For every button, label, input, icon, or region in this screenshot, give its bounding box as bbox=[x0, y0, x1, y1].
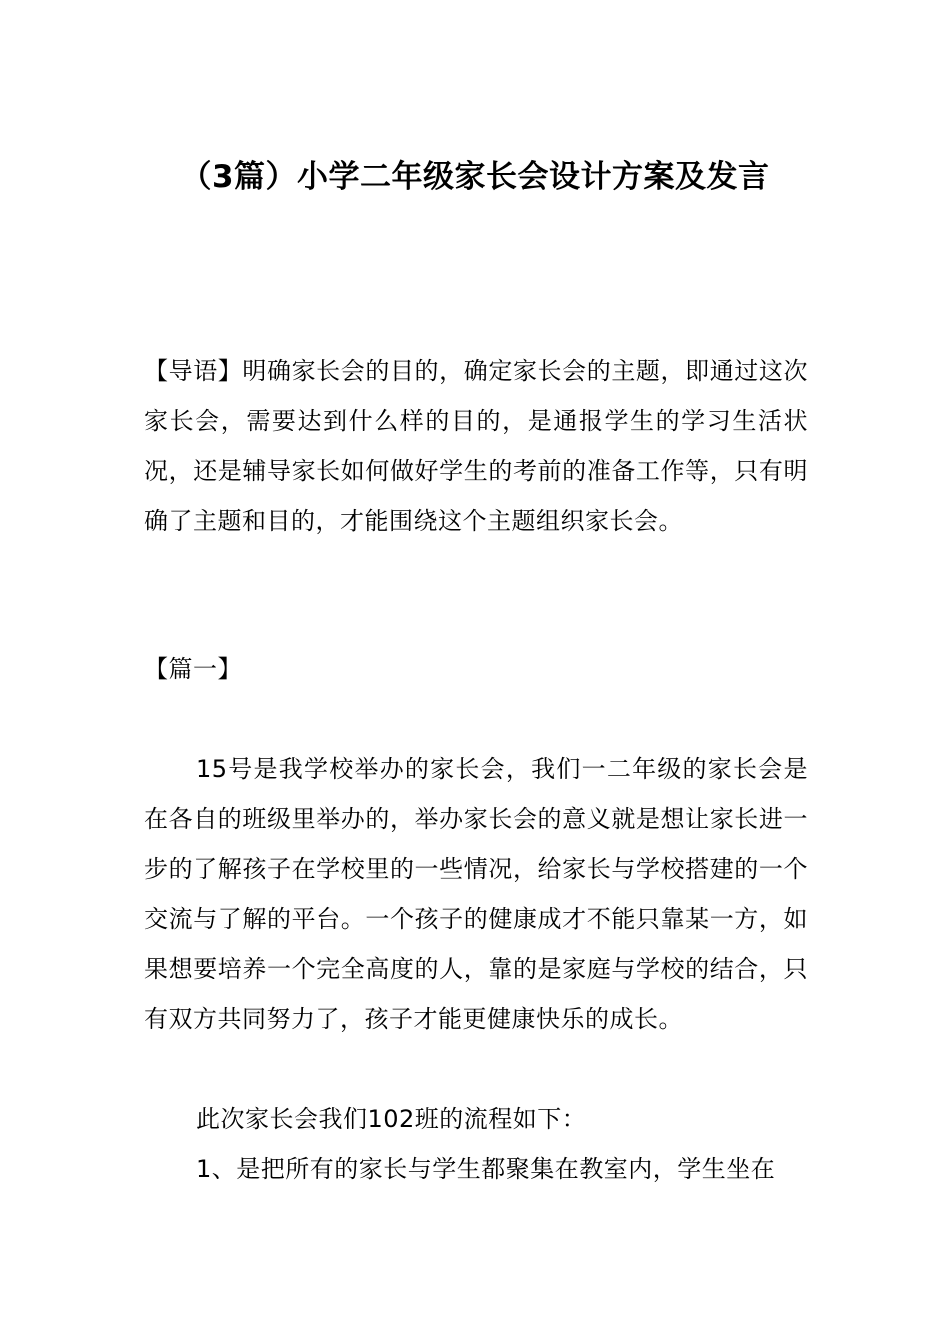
lead-paragraph: 【导语】明确家长会的目的，确定家长会的主题，即通过这次家长会，需要达到什么样的目的，是通报学生的学习生活状况，还是辅导家长如何做好学生的考前的准备工作等，只有明确了主题和目的，才能围绕这个主题组织家长会。 bbox=[144, 357, 808, 535]
document-title: （3篇）小学二年级家长会设计方案及发言 bbox=[180, 159, 770, 195]
body-paragraph: 15号是我学校举办的家长会，我们一二年级的家长会是在各自的班级里举办的，举办家长会的意义就是想让家长进一步的了解孩子在学校里的一些情况，给家长与学校搭建的一个交流与了解的平台。一个孩子的健康成才不能只靠某一方，如果想要培养一个完全高度的人，靠的是家庭与学校的结合，只有双方共同努力了，孩子才能更健康快乐的成长。 bbox=[144, 755, 808, 1033]
body-paragraph: 此次家长会我们102班的流程如下： bbox=[196, 1105, 587, 1133]
section-heading: 【篇一】 bbox=[144, 655, 242, 683]
body-paragraph: 1、是把所有的家长与学生都聚集在教室内，学生坐在 bbox=[196, 1155, 776, 1183]
